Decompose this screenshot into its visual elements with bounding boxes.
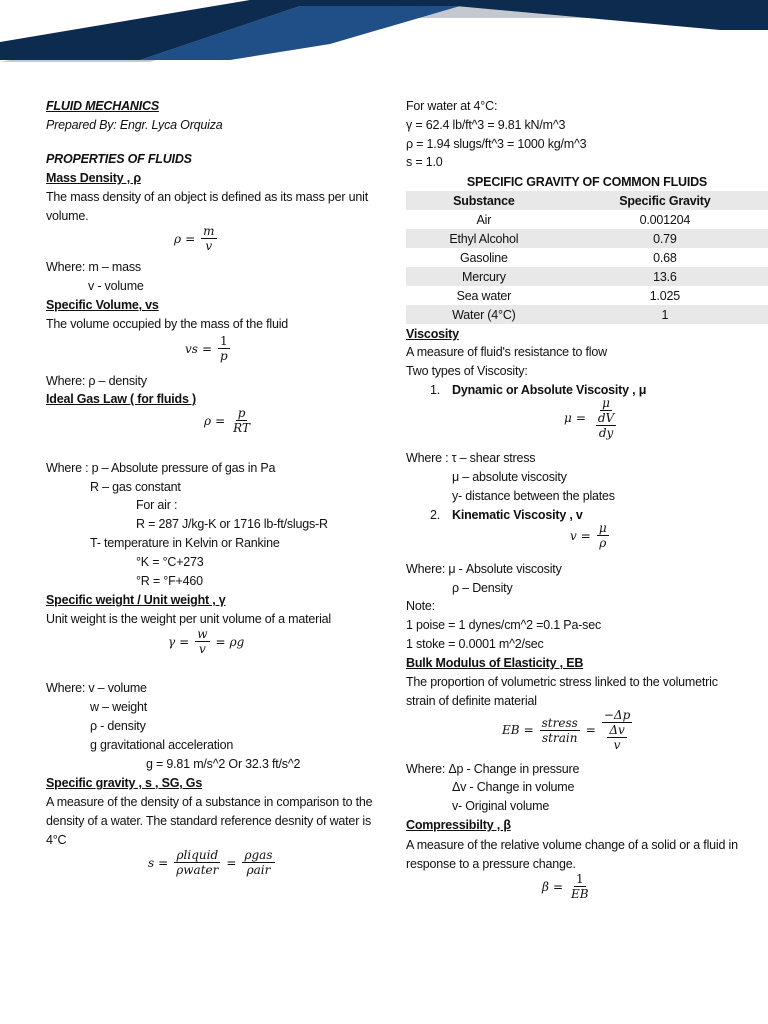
table-cell: Water (4°C): [406, 305, 562, 324]
dynamic-viscosity-formula: μ = $\frac{\mu}{\frac{dV}{dy}}$: [564, 396, 615, 440]
mass-density-heading: Mass Density , ρ: [46, 171, 141, 185]
specific-volume-where: Where: ρ – density: [46, 374, 147, 388]
specific-gravity-desc-2: density of a water. The standard reference desnity of water is: [46, 814, 372, 828]
ideal-gas-where-4: R = 287 J/kg-K or 1716 lb-ft/slugs-R: [136, 517, 328, 531]
table-row: [406, 305, 768, 324]
specific-volume-formula: vs = $\frac{1}{p}$: [185, 334, 228, 363]
bulk-where-3: v- Original volume: [452, 799, 550, 813]
bulk-where-2: Δv - Change in volume: [452, 780, 575, 794]
specific-gravity-desc-1: A measure of the density of a substance in comparison to the: [46, 795, 373, 809]
table-cell: Mercury: [406, 267, 562, 286]
specific-weight-where-1: Where: v – volume: [46, 681, 147, 695]
kinematic-viscosity-formula: v = $\frac{\mu}{\rho}$: [570, 521, 607, 550]
table-cell: Ethyl Alcohol: [406, 229, 562, 248]
bulk-modulus-formula: EB = $\frac{\text{stress}}{\text{strain}}$ = $\frac{-\Delta p}{\frac{\Delta v}{v}}$: [502, 708, 631, 752]
table-row: [406, 210, 768, 229]
bulk-desc-2: strain of definite material: [406, 694, 537, 708]
header-banner: [0, 0, 768, 70]
section-title: PROPERTIES OF FLUIDS: [46, 152, 192, 166]
dynamic-num: 1.: [430, 383, 441, 397]
water-line-1: For water at 4°C:: [406, 99, 498, 113]
table-row: [406, 267, 768, 286]
kinematic-where-1: Where: μ - Absolute viscosity: [406, 562, 562, 576]
bulk-modulus-heading: Bulk Modulus of Elasticity , EB: [406, 656, 584, 670]
dynamic-where-1: Where : τ – shear stress: [406, 451, 536, 465]
water-line-3: ρ = 1.94 slugs/ft^3 = 1000 kg/m^3: [406, 137, 587, 151]
specific-gravity-heading: Specific gravity , s , SG, Gs: [46, 776, 203, 790]
dynamic-where-3: y- distance between the plates: [452, 489, 615, 503]
ideal-gas-where-7: °R = °F+460: [136, 574, 203, 588]
ideal-gas-formula: ρ = $\frac{p}{RT}$: [204, 406, 250, 435]
ideal-gas-where-5: T- temperature in Kelvin or Rankine: [90, 536, 280, 550]
bulk-desc-1: The proportion of volumetric stress linked to the volumetric: [406, 675, 718, 689]
ideal-gas-where-6: °K = °C+273: [136, 555, 204, 569]
ideal-gas-where-3: For air :: [136, 498, 178, 512]
specific-weight-heading: Specific weight / Unit weight , γ: [46, 593, 226, 607]
specific-gravity-formula: s = $\frac{\text{ρliquid}}{\text{ρwater}}$ = $\frac{\text{ρgas}}{\text{ρair}}$: [148, 848, 273, 877]
dynamic-where-2: μ – absolute viscosity: [452, 470, 567, 484]
mass-density-formula: ρ = $\frac{m}{v}$: [174, 224, 215, 253]
table-cell: 0.79: [562, 229, 768, 248]
ideal-gas-where-2: R – gas constant: [90, 480, 181, 494]
doc-author: Prepared By: Engr. Lyca Orquiza: [46, 118, 223, 132]
doc-title: FLUID MECHANICS: [46, 99, 159, 113]
specific-weight-where-4: g gravitational acceleration: [90, 738, 234, 752]
table-cell: 0.001204: [639, 212, 691, 227]
table-row: [406, 286, 768, 305]
ideal-gas-where-1: Where : p – Absolute pressure of gas in Pa: [46, 461, 276, 475]
compress-desc-1: A measure of the relative volume change of a solid or a fluid in: [406, 838, 738, 852]
bulk-where-1: Where: Δp - Change in pressure: [406, 762, 580, 776]
specific-weight-where-5: g = 9.81 m/s^2 Or 32.3 ft/s^2: [146, 757, 301, 771]
mass-density-desc-1: The mass density of an object is defined as its mass per unit: [46, 190, 368, 204]
note-2: 1 stoke = 0.0001 m^2/sec: [406, 637, 544, 651]
specific-gravity-desc-3: 4°C: [46, 833, 67, 847]
water-line-4: s = 1.0: [406, 155, 443, 169]
viscosity-types: Two types of Viscosity:: [406, 364, 528, 378]
compressibility-heading: Compressibilty , β: [406, 818, 511, 832]
kinematic-viscosity-heading: Kinematic Viscosity , v: [452, 508, 583, 522]
specific-volume-desc: The volume occupied by the mass of the fluid: [46, 317, 289, 331]
table-row: [406, 248, 768, 267]
table-cell: Air: [476, 212, 492, 227]
table-cell: Gasoline: [460, 250, 508, 265]
kinematic-where-2: ρ – Density: [452, 581, 513, 595]
ideal-gas-heading: Ideal Gas Law ( for fluids ): [46, 392, 196, 406]
kinematic-num: 2.: [430, 508, 441, 522]
table-title: SPECIFIC GRAVITY OF COMMON FLUIDS: [466, 174, 708, 189]
table-cell: Sea water: [456, 288, 512, 303]
specific-weight-desc: Unit weight is the weight per unit volume of a material: [46, 612, 331, 626]
table-row: [406, 229, 768, 248]
mass-density-where-1: Where: m – mass: [46, 260, 141, 274]
table-cell: 1.025: [649, 288, 681, 303]
specific-gravity-table: [406, 172, 768, 324]
viscosity-heading: Viscosity: [406, 327, 459, 341]
table-header-row: [406, 191, 768, 210]
specific-weight-where-3: ρ - density: [90, 719, 146, 733]
specific-weight-where-2: w – weight: [90, 700, 148, 714]
table-cell: 0.68: [653, 250, 677, 265]
viscosity-desc: A measure of fluid's resistance to flow: [406, 345, 607, 359]
note-label: Note:: [406, 599, 435, 613]
table-header-substance: Substance: [406, 191, 562, 210]
table-cell: 13.6: [562, 267, 768, 286]
table-cell: 1: [562, 305, 768, 324]
mass-density-where-2: v - volume: [88, 279, 144, 293]
compress-desc-2: response to a pressure change.: [406, 857, 576, 871]
dynamic-viscosity-heading: Dynamic or Absolute Viscosity , μ: [452, 383, 647, 397]
table-header-sg: Specific Gravity: [562, 191, 768, 210]
compressibility-formula: β = $\frac{1}{EB}$: [542, 872, 589, 901]
mass-density-desc-2: volume.: [46, 209, 89, 223]
specific-weight-formula: γ = $\frac{w}{v}$ = ρg: [168, 627, 245, 656]
water-line-2: γ = 62.4 lb/ft^3 = 9.81 kN/m^3: [406, 118, 566, 132]
note-1: 1 poise = 1 dynes/cm^2 =0.1 Pa-sec: [406, 618, 602, 632]
specific-volume-heading: Specific Volume, vs: [46, 298, 159, 312]
